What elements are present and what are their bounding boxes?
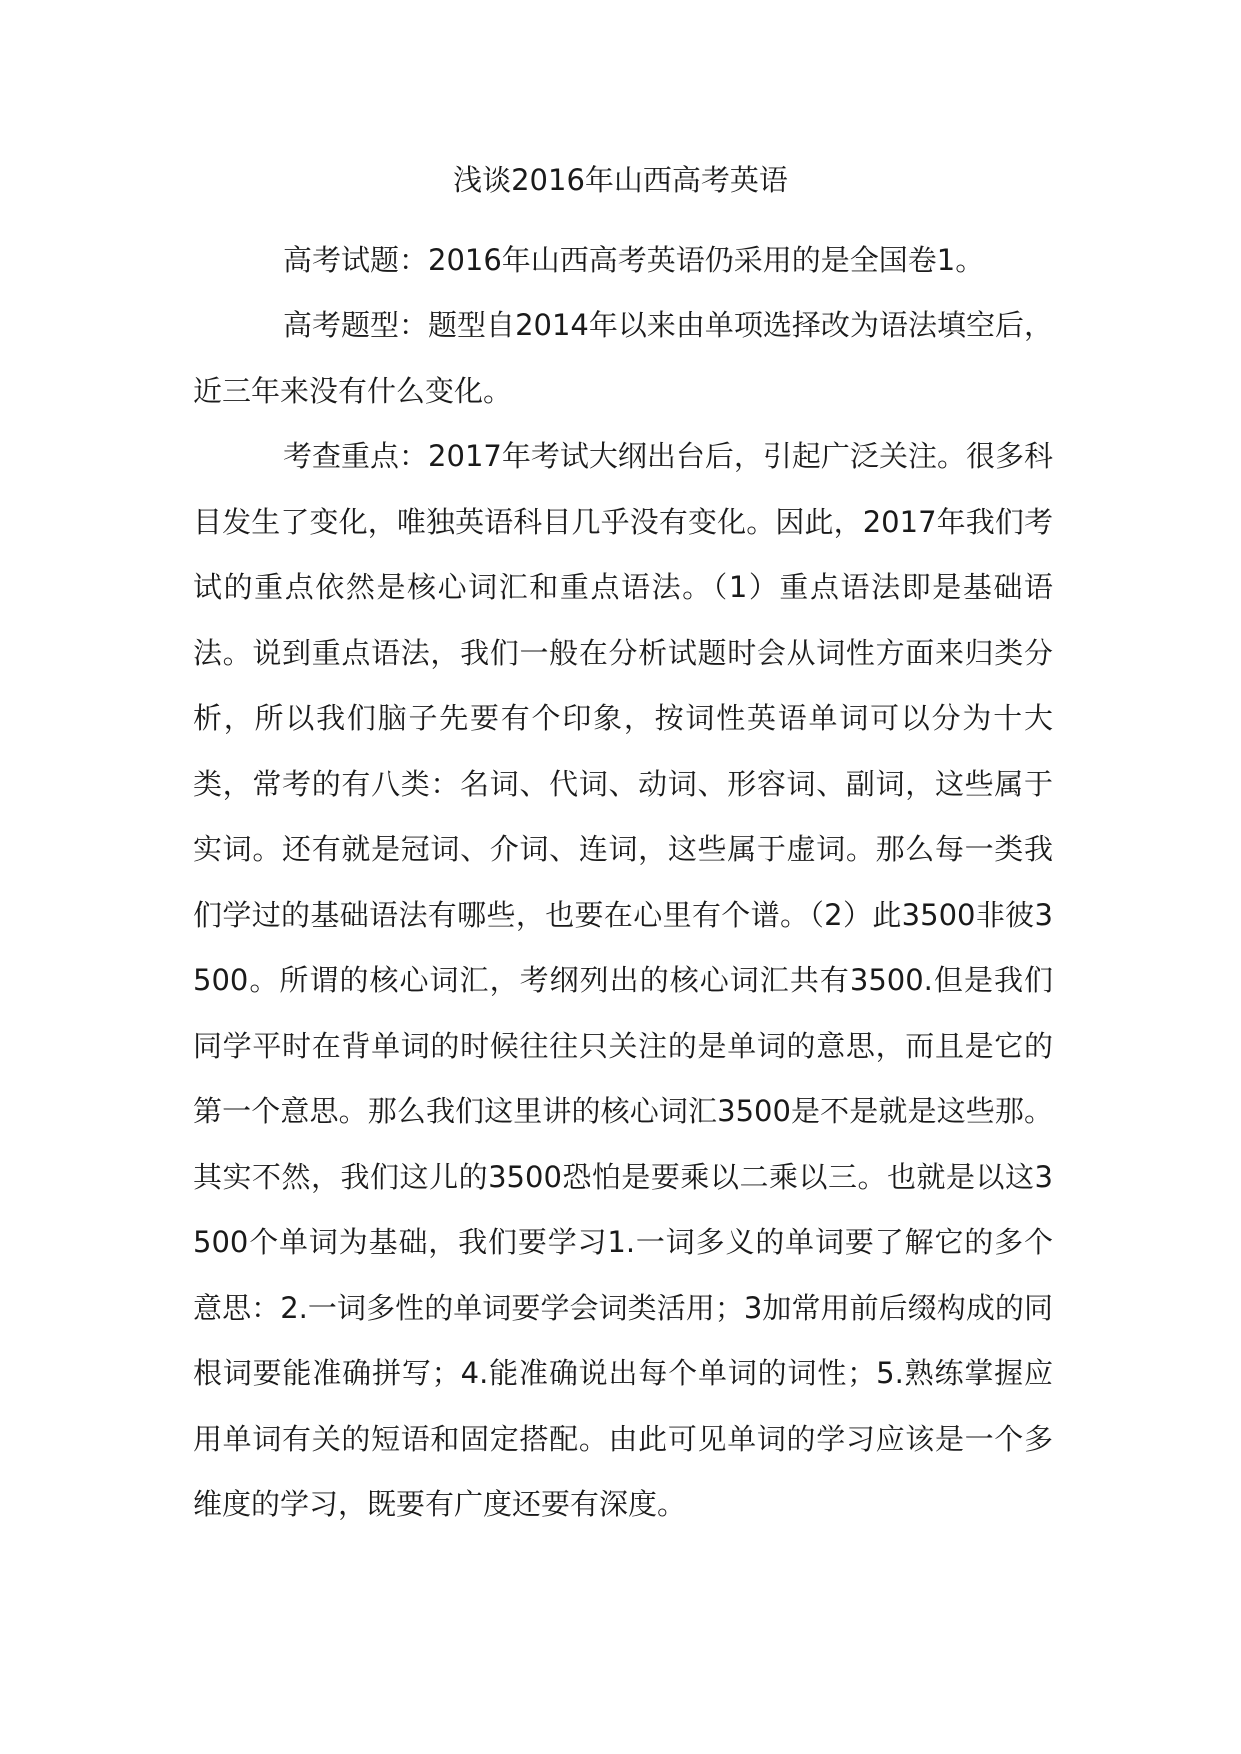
paragraph-question-types: 高考题型：题型自2014年以来由单项选择改为语法填空后，近三年来没有什么变化。: [193, 308, 1053, 408]
document-title: 浅谈2016年山西高考英语: [453, 163, 788, 197]
paragraph-key-points: 考查重点：2017年考试大纲出台后，引起广泛关注。很多科目发生了变化，唯独英语科目几乎没有变化。因此，2017年我们考试的重点依然是核心词汇和重点语法。（1）重点语法即是基础语法。说到重点语法，我们一般在分析试题时会从词性方面来归类分析，所以我们脑子先要有个印象，按词性英语单词可以分为十大类，常考的有八类：名词、代词、动词、形容词、副词，这些属于实词。还有就是冠词、介词、连词，这些属于虚词。那么每一类我们学过的基础语法有哪些，也要在心里有个谱。（2）此3500非彼3500。所谓的核心词汇，考纲列出的核心词汇共有3500.但是我们同学平时在背单词的时候往往只关注的是单词的意思，而且是它的第一个意思。那么我们这里讲的核心词汇3500是不是就是这些那。其实不然，我们这儿的3500恐怕是要乘以二乘以三。也就是以这3500个单词为基础，我们要学习1.一词多义的单词要了解它的多个意思：2.一词多性的单词要学会词类活用；3加常用前后缀构成的同根词要能准确拼写；4.能准确说出每个单词的词性；5.熟练掌握应用单词有关的短语和固定搭配。由此可见单词的学习应该是一个多维度的学习，既要有广度还要有深度。: [193, 439, 1053, 1521]
paragraph-exam-paper: 高考试题：2016年山西高考英语仍采用的是全国卷1。: [283, 243, 985, 277]
